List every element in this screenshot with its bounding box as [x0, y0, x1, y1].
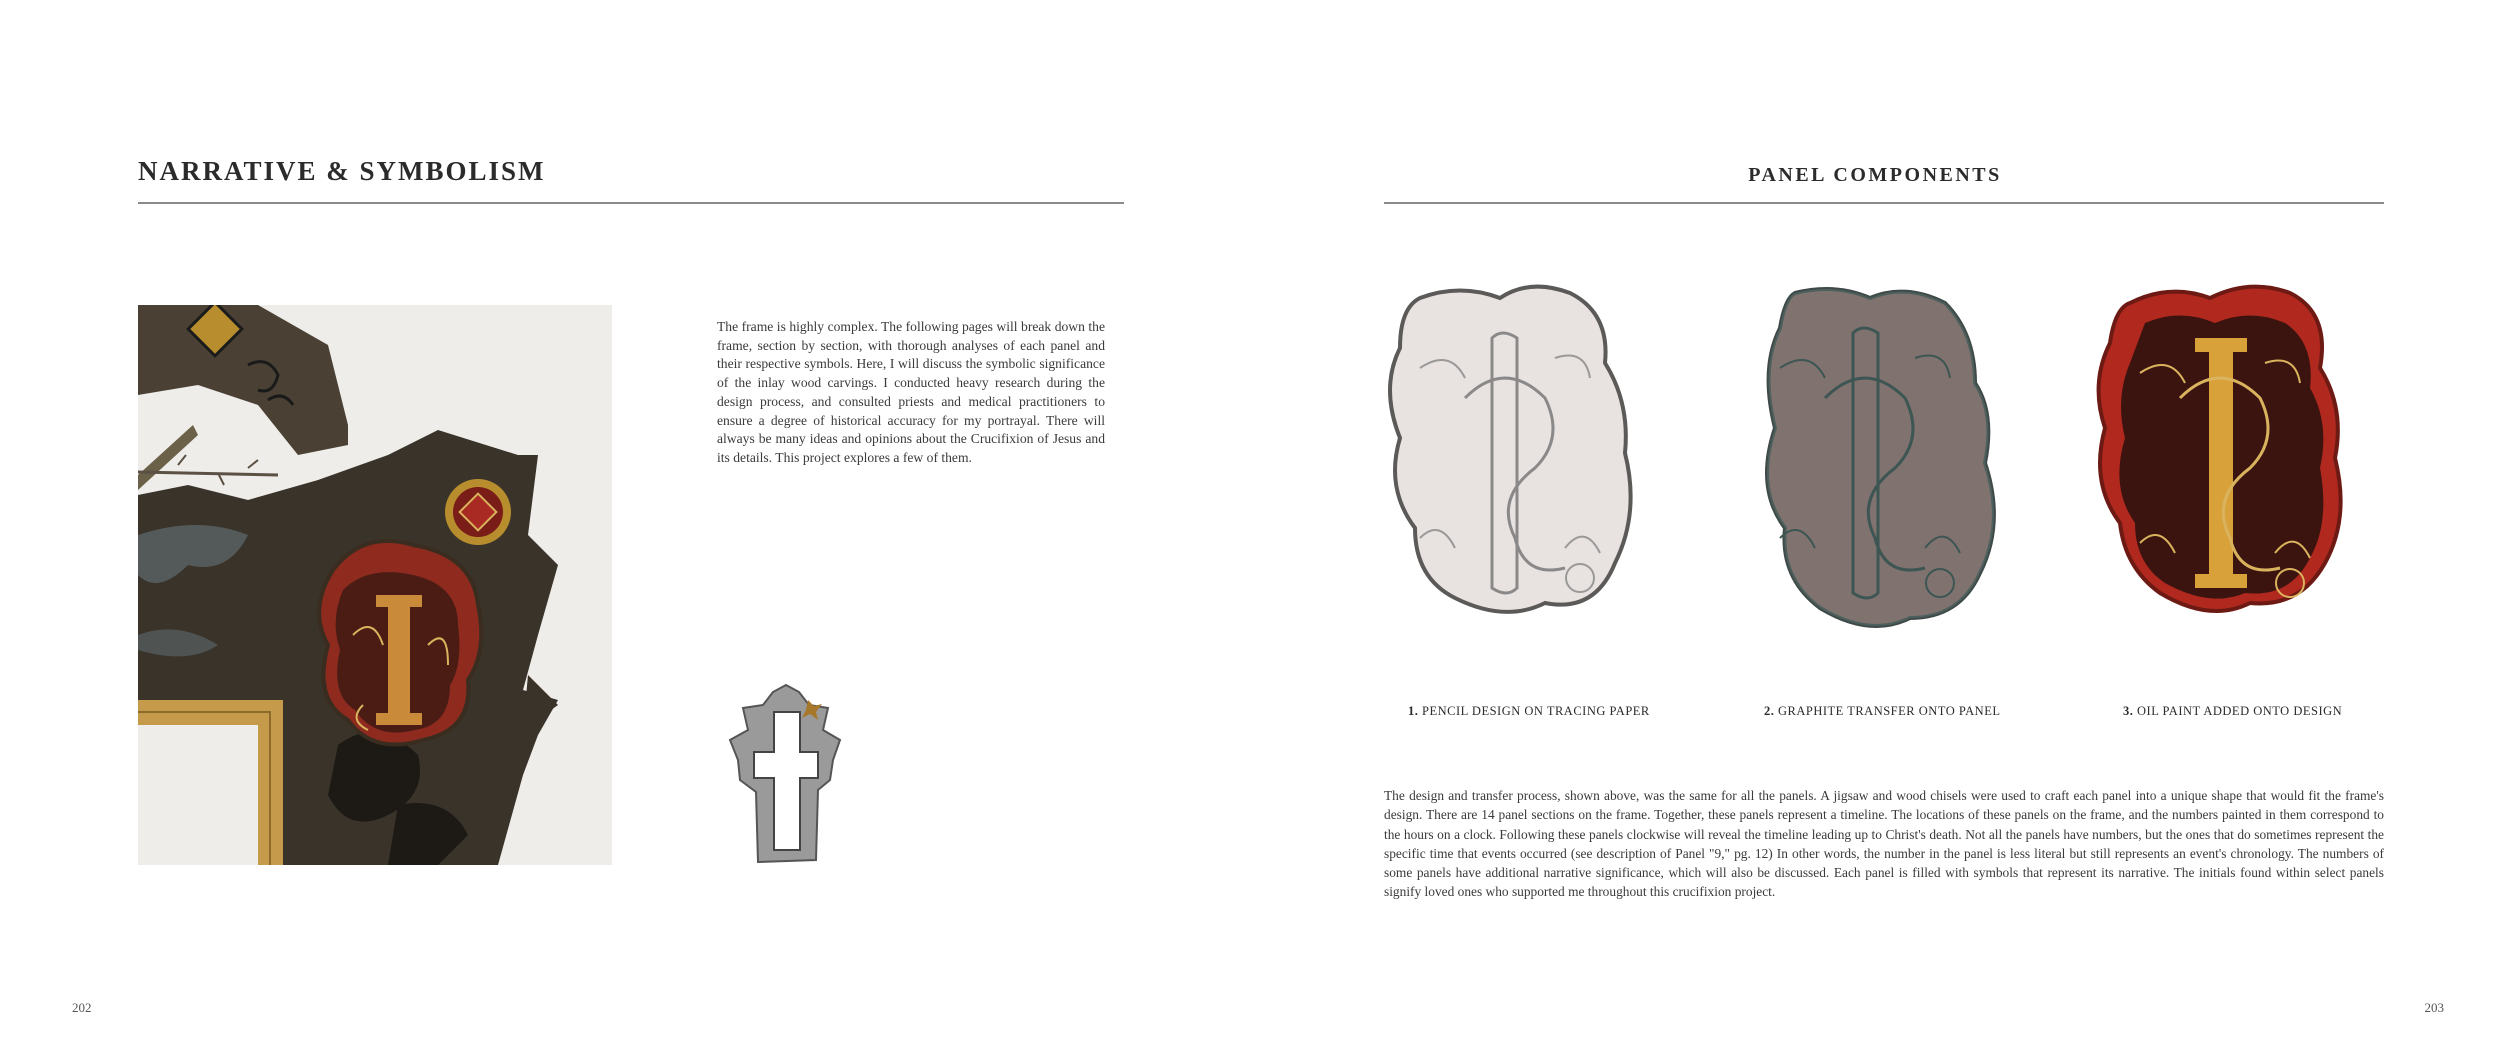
- panel-caption: [1408, 704, 1650, 719]
- panel-caption: [2123, 704, 2342, 719]
- panel-pencil-tracing-image: [1380, 278, 1650, 658]
- panel-caption: [1764, 704, 2000, 719]
- panel-caption-number: 2.: [1764, 704, 1775, 718]
- page-number: 203: [2424, 1000, 2444, 1015]
- panel-caption-text: GRAPHITE TRANSFER ONTO PANEL: [1778, 704, 2001, 718]
- title-rule: [1384, 202, 2384, 204]
- process-paragraph: The design and transfer process, shown above, was the same for all the panels. A jigsaw and wood chisels were used to craft each panel into a unique shape that would fit the frame's design. There are 14 panel sections on the frame. Together, these panels represent a timeline. The locations of these panels on the frame, and the numbers painted in them correspond to the hours on a clock. Following these panels clockwise will reveal the timeline leading up to Christ's death. Not all the panels have numbers, but the ones that do sometimes represent the specific time that events occurred (see description of Panel "9," pg. 12) In other words, the number in the panel is less literal but still represents an event's chronology. The numbers of some panels have additional narrative significance, which will also be discussed. Each panel is filled with symbols that represent its narrative. The initials found within select panels signify loved ones who supported me throughout this crucifixion project.: [1384, 788, 2384, 900]
- page-number: 202: [72, 1000, 92, 1015]
- panel-oil-paint-image: [2085, 278, 2355, 658]
- panel-caption-number: 1.: [1408, 704, 1419, 718]
- panel-caption-text: PENCIL DESIGN ON TRACING PAPER: [1422, 704, 1650, 718]
- intro-paragraph: The frame is highly complex. The following pages will break down the frame, section by section, with thorough analyses of each panel and their respective symbols. Here, I will discuss the symbolic significance of the inlay wood carvings. I conducted heavy research during the design process, and consulted priests and medical practitioners to ensure a degree of historical accuracy for my portrayal. There will always be many ideas and opinions about the Crucifixion of Jesus and its details. This project explores a few of them.: [717, 319, 1105, 465]
- page-title: PANEL COMPONENTS: [1748, 164, 2002, 186]
- right-page: [1250, 0, 2500, 1058]
- panel-graphite-transfer-image: [1735, 278, 2005, 658]
- title-rule: [138, 202, 1124, 204]
- panel-caption-text: OIL PAINT ADDED ONTO DESIGN: [2137, 704, 2343, 718]
- frame-detail-photo: [138, 305, 612, 865]
- panel-caption-number: 3.: [2123, 704, 2134, 718]
- frame-outline-thumbnail: [718, 680, 854, 870]
- page-title: NARRATIVE & SYMBOLISM: [138, 156, 546, 186]
